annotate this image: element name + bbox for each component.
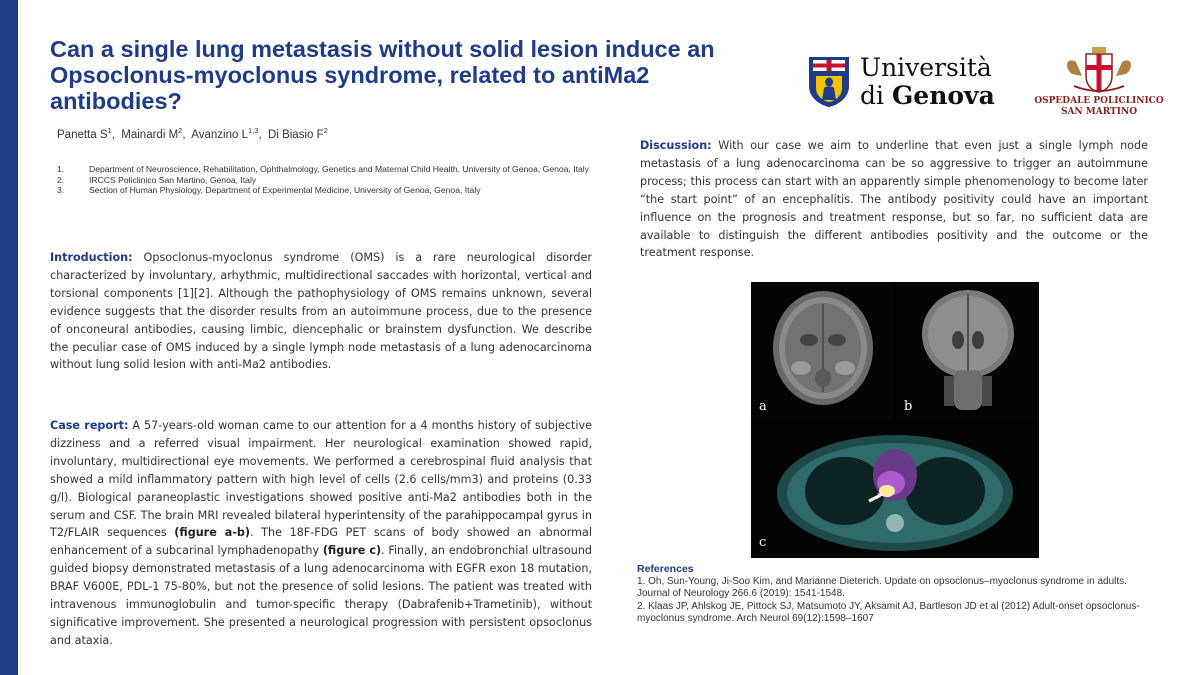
unige-wordmark-di: di <box>860 81 892 110</box>
affiliation-text: Department of Neuroscience, Rehabilitation, Ophthalmology, Genetics and Maternal Child Health, University of Genoa, Genoa, Italy <box>89 164 589 174</box>
author-name: Panetta S <box>57 128 108 141</box>
affiliation-item <box>57 164 597 175</box>
case-report-text: A 57-years-old woman came to our attention for a 4 months history of subjective dizziness and a referred visual impairment. Her neurological examination showed rapid, involuntary, multidirectional eye movements. We performed a cerebrospinal fluid analysis that showed a mild inflammatory pattern with high level of cells (2.6 cells/mm3) and proteins (0.33 g/l). Biological paraneoplastic investigations showed positive anti-Ma2 antibodies both in the serum and CSF. The brain MRI revealed bilateral hyperintensity of the parahippocampal gyrus in T2/FLAIR sequences <box>50 419 593 540</box>
author-list: Panetta $S^1$, Mainardi $M^2$, Avanzino L$^{1,3}$, Di Biasio $F^2$ <box>57 126 328 141</box>
author-name: Avanzino L <box>191 128 248 141</box>
affiliation-item <box>57 185 597 196</box>
affiliation-number: 2. <box>57 174 65 185</box>
affiliation-text: Section of Human Physiology, Department of Experimental Medicine, University of Genoa, Genoa, Italy <box>89 185 481 195</box>
introduction-section <box>50 249 592 374</box>
ospedale-name-line2: SAN MARTINO <box>1060 107 1138 117</box>
case-report-heading: Case report: <box>50 419 129 432</box>
reference-item: 1. Oh, Sun-Young, Ji-Soo Kim, and Marianne Dieterich. Update on opsoclonus–myoclonus syndrome in adults. Journal of Neurology 266.6 (2019): 1541-1548. <box>637 575 1127 600</box>
figure-panels <box>751 282 1039 558</box>
author-name: Mainardi M <box>121 128 179 141</box>
author-affil-sup: 2 <box>178 126 183 135</box>
affiliation-list <box>57 164 597 196</box>
figure-ref-ab: (figure a-b) <box>174 526 251 540</box>
introduction-heading: Introduction: <box>50 251 133 264</box>
case-report-text: . Finally, an endobronchial ultrasound guided biopsy demonstrated metastasis of a lung adenocarcinoma with EGFR exon 18 mutation, BRAF V600E, PDL-1 75-80%, but not the presence of solid lesions. The patient was treated with intravenous immunoglobulin and tumor-specific therapy (Dabrafenib+Trametinib), without significative improvement. She presented a neurological progression with persistent opsoclonus and ataxia. <box>50 544 593 647</box>
figure-label-a: a <box>759 399 767 414</box>
unige-shield-icon <box>808 56 850 108</box>
affiliation-number: 1. <box>57 164 65 174</box>
author-affil-sup: 2 <box>323 126 328 135</box>
reference-item: 2. Klaas JP, Ahlskog JE, Pittock SJ, Matsumoto JY, Aksamit AJ, Bartleson JD et al (2012) Adult-onset opsoclonus-myoclonus syndrome. Arch Neurol 69(12):1598–1607 <box>637 600 1140 625</box>
brain-mri-coronal-image <box>896 282 1039 420</box>
poster-title: Can a single lung metastasis without solid lesion induce an Opsoclonus-myoclonus syndrome, related to antiMa2 antibodies? <box>50 36 715 114</box>
references-heading: References <box>637 563 694 575</box>
unige-wordmark-line1: Università <box>860 53 992 82</box>
ospedale-san-martino-logo <box>1034 46 1164 126</box>
ospedale-crest-icon <box>1062 46 1136 94</box>
discussion-heading: Discussion: <box>640 139 712 152</box>
case-report-section <box>50 417 592 650</box>
author-name: Di Biasio F <box>268 128 324 141</box>
unige-wordmark-genova: Genova <box>891 81 995 110</box>
figure-ref-c: (figure c) <box>322 544 382 558</box>
discussion-body: With our case we aim to underline that even just a single lymph node metastasis of a lung adenocarcinoma can be so aggressive to trigger an autoimmune process; this process can start with an apparently simple phenomenology to become later “the start point” of an encephalitis. The antibody positivity could have an important influence on the prognosis and treatment response, but so far, no sufficient data are available to distinguish the different antibodies positivity and the outcome or the treatment response. <box>640 139 1148 260</box>
affiliation-item <box>57 175 597 186</box>
university-of-genoa-logo <box>808 53 1014 110</box>
brain-mri-axial-image <box>751 282 893 420</box>
affiliation-text: IRCCS Policlinico San Martino, Genoa, Italy <box>89 174 257 185</box>
author-affil-sup: 1,3 <box>248 126 259 135</box>
references-section <box>637 563 1157 626</box>
ospedale-name-line1: OSPEDALE POLICLINICO <box>1034 96 1164 106</box>
affiliation-number: 3. <box>57 185 65 195</box>
sidebar-stripe <box>0 0 18 675</box>
figure-label-c: c <box>759 535 767 550</box>
discussion-section <box>640 137 1148 262</box>
case-report-text: . The 18F-FDG PET scans of body showed an abnormal enhancement of a subcarinal lymphadenopathy <box>50 526 592 558</box>
introduction-body: Opsoclonus-myoclonus syndrome (OMS) is a rare neurological disorder characterized by involuntary, arhythmic, multidirectional saccades with horizontal, vertical and torsional components [1][2]. Although the pathophysiology of OMS remains unknown, several evidence suggests that the disorder results from an autoimmune process, due to the presence of onconeural antibodies, causing limbic, diencephalic or brainstem dysfunction. We describe the peculiar case of OMS induced by a single lymph node metastasis of a lung adenocarcinoma without lung solid lesion with anti-Ma2 antibodies. <box>50 251 593 372</box>
pet-ct-chest-image <box>751 423 1039 558</box>
author-affil-sup: 1 <box>107 126 112 135</box>
figure-label-b: b <box>904 399 913 414</box>
